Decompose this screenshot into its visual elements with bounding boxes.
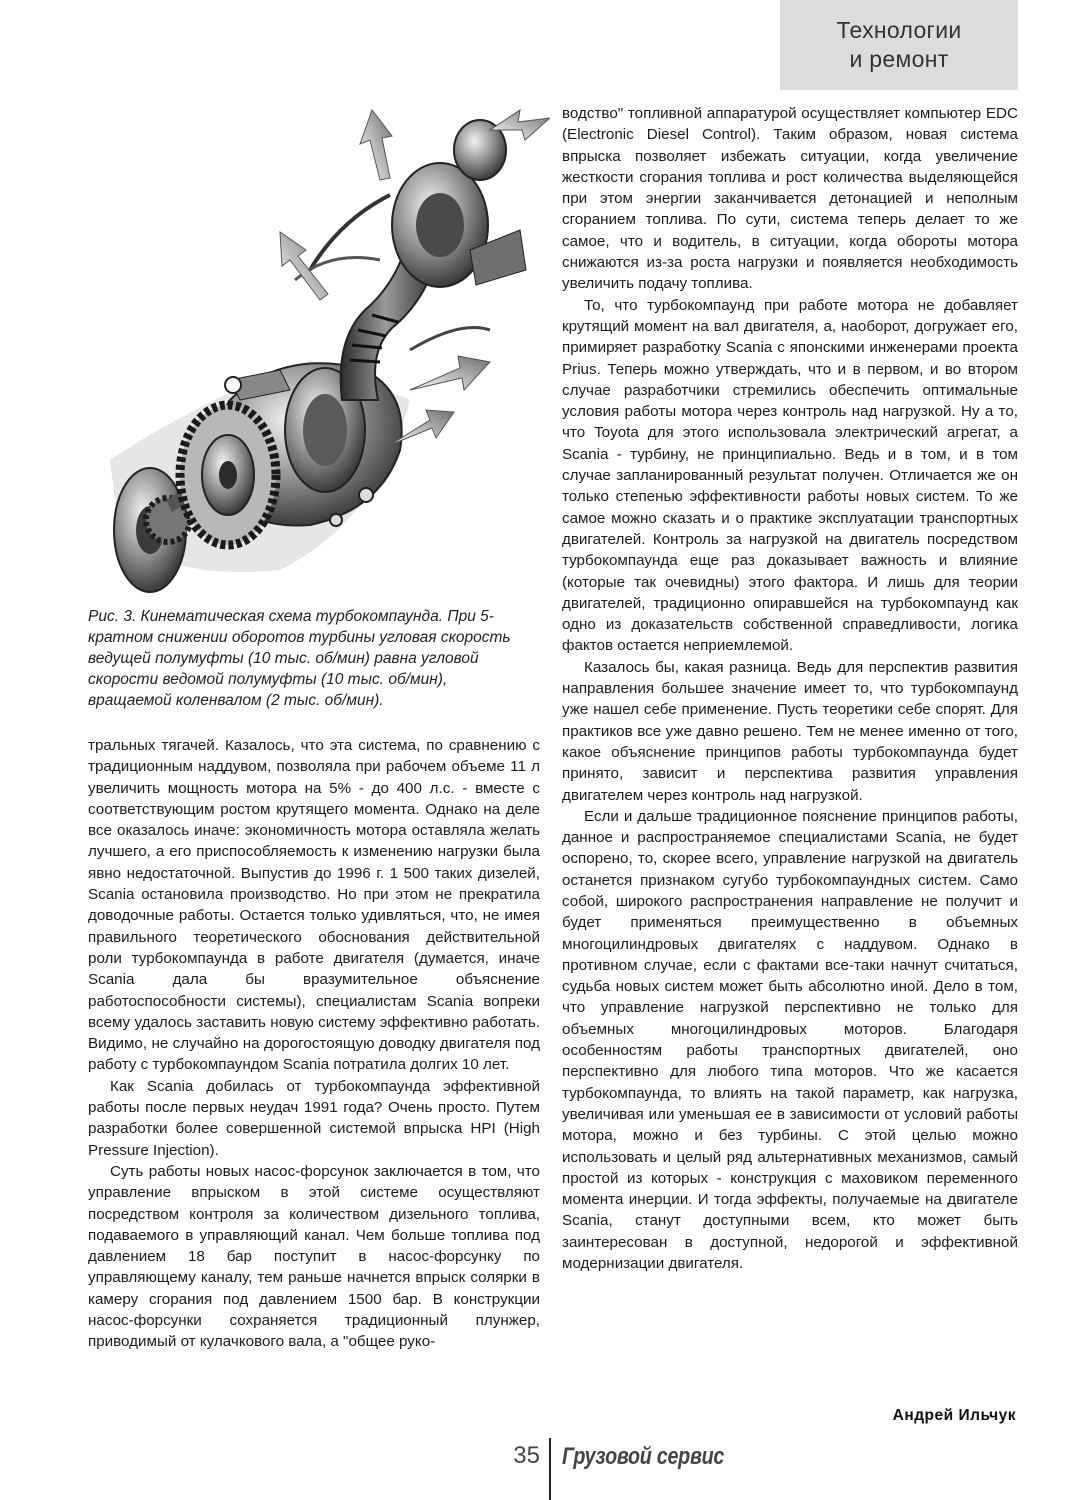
left-paragraph-2: Как Scania добилась от турбокомпаунда эффективной работы после первых неудач 1991 года? Очень просто. Путем разработки более совершенной системой впрыска HPI (High Pressure Injection). — [88, 1077, 540, 1159]
footer-divider — [549, 1438, 551, 1500]
right-paragraph-1: водство" топливной аппаратурой осуществляет компьютер EDC (Electronic Diesel Control). Таким образом, новая система впрыска позволяет избежать ситуации, когда увеличение жесткости сгорания топлива и рост количества выделяющейся при этом энергии заканчивается детонацией и неполным сгоранием топлива. По сути, система теперь делает то же самое, что и водитель, в ситуации, когда обороты мотора снижаются из-за роста нагрузки и появляется необходимость увеличить подачу топлива. — [562, 105, 1018, 293]
magazine-title: Грузовой сервис — [562, 1443, 725, 1470]
right-column — [562, 103, 1018, 1274]
figure-caption-text: Рис. 3. Кинематическая схема турбокомпаунда. При 5-кратном снижении оборотов турбины угловая скорость ведущей полумуфты (10 тыс. об/мин) равна угловой скорости ведомой полумуфты (10 тыс. об/мин), вращаемой коленвалом (2 тыс. об/мин). — [88, 608, 511, 709]
page-number: 35 — [513, 1442, 540, 1469]
author-signature: Андрей Ильчук — [892, 1407, 1016, 1424]
section-title-line2: и ремонт — [849, 46, 949, 72]
left-paragraph-3: Суть работы новых насос-форсунок заключается в том, что управление впрыском в этой системе осуществляют посредством контроля за количеством дизельного топлива, подаваемого в управляющий канал. Чем больше топлива под давлением 18 бар поступит в насос-форсунку по управляющему каналу, тем раньше начнется впрыск солярки в камеру сгорания под давлением 1500 бар. В конструкции насос-форсунки сохраняется традиционный плунжер, приводимый от кулачкового вала, а "общее руко- — [88, 1162, 540, 1351]
section-tab — [780, 0, 1018, 90]
right-paragraph-4: Если и дальше традиционное пояснение принципов работы, данное и распространяемое специалистами Scania, не будет оспорено, то, скорее всего, управление нагрузкой на двигатель останется признаком сугубо турбокомпаундных систем. Само собой, широкого распространения направление не получит и будет применяться преимущественно в объемных многоцилиндровых двигателях с наддувом. Однако в противном случае, если с фактами все-таки начнут считаться, судьба новых систем может быть абсолютно иной. Дело в том, что управление нагрузкой перспективно не только для объемных многоцилиндровых моторов. Благодаря особенностям работы транспортных двигателей, оно перспективно для любого типа моторов. Что же касается турбокомпаунда, то влиять на такой параметр, как нагрузка, увеличивая или уменьшая ее в зависимости от условий работы мотора, можно и без турбины. С этой целью можно использовать и целый ряд альтернативных механизмов, самый простой из которых - конструкция с маховиком переменного момента инерции. И тогда эффекты, получаемые на двигателе Scania, станут доступными всем, кто может быть заинтересован в доступной, недорогой и эффективной модернизации двигателя. — [562, 807, 1018, 1273]
left-column — [88, 735, 540, 1353]
turbocompound-illustration — [80, 100, 550, 600]
right-paragraph-2: То, что турбокомпаунд при работе мотора не добавляет крутящий момент на вал двигателя, а, наоборот, догружает его, примиряет разработку Scania с японскими инженерами проекта Prius. Теперь можно утверждать, что и в первом, и во втором случае разработчики стремились обеспечить оптимальные условия работы мотора через контроль над нагрузкой. Ну а то, что Toyota для этого использовала электрический агрегат, а Scania - турбину, не принципиально. Ведь и в том, и в том случае запланированный результат получен. Отличается же он только степенью эффективности работы новых систем. То же самое можно сказать и о практике эксплуатации транспортных двигателей. Контроль за нагрузкой на двигатель посредством турбокомпаунда еще раз доказывает важность и влияние (которые так очевидны) этого фактора. И лишь для теории двигателей, традиционно опиравшейся на турбокомпаунд как одно из доказательств собственной справедливости, логика фактов остается неприемлемой. — [562, 296, 1018, 655]
section-title-line1: Технологии — [836, 17, 962, 43]
left-paragraph-1: тральных тягачей. Казалось, что эта система, по сравнению с традиционным наддувом, позволяла при рабочем объеме 11 л увеличить мощность мотора на 5% - до 400 л.с. - вместе с соответствующим ростом крутящего момента. Однако на деле все оказалось иначе: экономичность мотора оставляла желать лучшего, а его приспособляемость к изменению нагрузки была явно недостаточной. Выпустив до 1996 г. 1 500 таких дизелей, Scania остановила производство. Но при этом не прекратила доводочные работы. Остается только удивляться, что, не имея правильного теоретического обоснования действительной роли турбокомпаунда в работе двигателя (думается, иначе Scania дала бы вразумительное объяснение работоспособности системы), специалистам Scania вопреки всему удалось заставить новую систему эффективно работать. Видимо, не случайно на дорогостоящую доводку двигателя под работу с турбокомпаундом Scania потратила долгих 10 лет. — [88, 737, 540, 1074]
right-paragraph-3: Казалось бы, какая разница. Ведь для перспектив развития направления большее значение имеет то, что турбокомпаунд уже нашел себе применение. Пусть теоретики себе спорят. Для практиков все уже давно решено. Тем не менее именно от того, какое объяснение принципов работы турбокомпаунда будет принято, зависит и перспектива развития управления двигателем через контроль над нагрузкой. — [562, 658, 1018, 804]
turbocompound-drawing — [80, 100, 550, 600]
figure-caption — [88, 606, 528, 711]
